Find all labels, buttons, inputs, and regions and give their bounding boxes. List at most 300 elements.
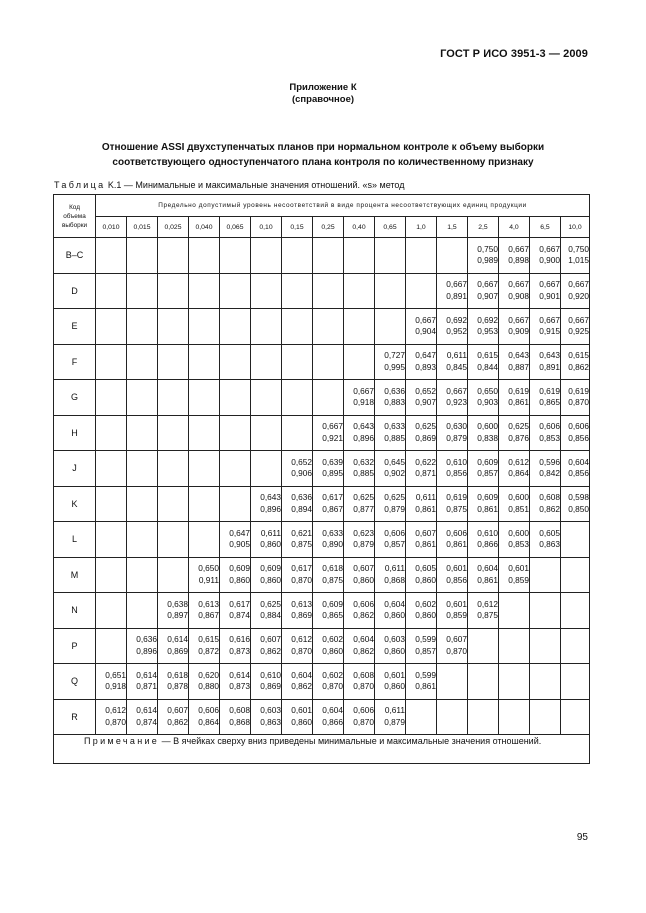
empty-cell	[282, 309, 313, 345]
empty-cell	[282, 344, 313, 380]
ratio-cell	[282, 699, 313, 735]
ratio-min: 0,618	[322, 563, 343, 574]
empty-cell	[561, 664, 590, 700]
empty-cell	[406, 238, 437, 274]
ratio-min: 0,601	[384, 669, 405, 680]
ratio-max: 0,876	[508, 432, 529, 443]
sample-size-code: D	[54, 273, 96, 309]
aql-level-header: 0,10	[251, 217, 282, 238]
empty-cell	[437, 664, 468, 700]
ratio-min: 0,600	[508, 527, 529, 538]
ratio-cell	[344, 664, 375, 700]
ratio-cell	[499, 557, 530, 593]
empty-cell	[96, 557, 127, 593]
aql-level-header: 0,25	[313, 217, 344, 238]
ratio-min: 0,600	[477, 421, 498, 432]
ratio-min: 0,607	[446, 634, 467, 645]
sample-size-code: H	[54, 415, 96, 451]
ratio-max: 0,870	[291, 645, 312, 656]
aql-level-header: 0,015	[127, 217, 158, 238]
ratio-max: 0,862	[260, 645, 281, 656]
ratio-cell	[437, 593, 468, 629]
ratio-cell	[561, 273, 590, 309]
ratio-min: 0,599	[415, 669, 436, 680]
ratio-cell	[530, 238, 561, 274]
ratio-min: 0,619	[539, 385, 560, 396]
ratio-cell	[313, 664, 344, 700]
ratio-cell	[406, 664, 437, 700]
ratio-max: 0,896	[353, 432, 374, 443]
empty-cell	[158, 344, 189, 380]
ratio-min: 0,614	[167, 634, 188, 645]
ratio-min: 0,607	[353, 563, 374, 574]
ratio-max: 0,860	[415, 610, 436, 621]
note-text: — В ячейках сверху вниз приведены минимальные и максимальные значения отношений.	[161, 736, 542, 746]
aql-level-header: 0,010	[96, 217, 127, 238]
ratio-min: 0,615	[198, 634, 219, 645]
ratio-cell	[406, 628, 437, 664]
ratio-max: 0,864	[198, 716, 219, 727]
ratio-cell	[406, 415, 437, 451]
ratio-cell	[189, 664, 220, 700]
ratio-max: 0,953	[477, 326, 498, 337]
ratio-min: 0,617	[291, 563, 312, 574]
ratio-min: 0,609	[229, 563, 250, 574]
ratio-cell	[282, 664, 313, 700]
ratio-min: 0,667	[415, 314, 436, 325]
ratio-min: 0,620	[198, 669, 219, 680]
ratio-min: 0,613	[291, 598, 312, 609]
ratio-max: 0,859	[446, 610, 467, 621]
ratio-cell	[96, 664, 127, 700]
ratio-cell	[437, 628, 468, 664]
ratio-cell	[313, 628, 344, 664]
ratio-cell	[530, 451, 561, 487]
ratio-min: 0,617	[229, 598, 250, 609]
ratio-min: 0,643	[260, 492, 281, 503]
empty-cell	[189, 309, 220, 345]
ratio-cell	[530, 380, 561, 416]
ratio-max: 0,862	[539, 503, 560, 514]
empty-cell	[313, 309, 344, 345]
ratio-min: 0,632	[353, 456, 374, 467]
ratio-min: 0,598	[568, 492, 590, 503]
ratio-max: 0,925	[568, 326, 590, 337]
ratio-cell	[499, 522, 530, 558]
ratio-max: 0,995	[384, 361, 405, 372]
ratio-min: 0,609	[477, 456, 498, 467]
ratio-max: 0,884	[260, 610, 281, 621]
ratio-max: 0,874	[229, 610, 250, 621]
ratio-cell	[468, 415, 499, 451]
ratio-max: 0,875	[477, 610, 498, 621]
ratio-cell	[530, 344, 561, 380]
empty-cell	[189, 415, 220, 451]
ratio-min: 0,667	[353, 385, 374, 396]
ratio-max: 0,870	[446, 645, 467, 656]
ratio-min: 0,609	[322, 598, 343, 609]
ratio-cell	[251, 522, 282, 558]
empty-cell	[375, 238, 406, 274]
ratio-min: 0,600	[508, 492, 529, 503]
ratio-max: 0,853	[508, 539, 529, 550]
ratio-cell	[530, 309, 561, 345]
ratio-min: 0,601	[291, 705, 312, 716]
ratio-max: 0,862	[353, 645, 374, 656]
ratio-max: 0,856	[446, 468, 467, 479]
ratio-min: 0,604	[477, 563, 498, 574]
aql-level-header: 1,5	[437, 217, 468, 238]
ratio-max: 0,894	[291, 503, 312, 514]
table-row	[54, 415, 590, 451]
empty-cell	[220, 344, 251, 380]
ratio-cell	[313, 522, 344, 558]
aql-level-header: 2,5	[468, 217, 499, 238]
empty-cell	[158, 380, 189, 416]
ratio-cell	[468, 522, 499, 558]
ratio-min: 0,606	[353, 598, 374, 609]
ratio-cell	[344, 628, 375, 664]
ratio-max: 0,851	[508, 503, 529, 514]
ratio-min: 0,603	[384, 634, 405, 645]
ratio-cell	[220, 699, 251, 735]
empty-cell	[220, 415, 251, 451]
ratio-cell	[282, 486, 313, 522]
empty-cell	[282, 238, 313, 274]
ratio-cell	[158, 664, 189, 700]
ratio-min: 0,606	[446, 527, 467, 538]
ratio-cell	[468, 344, 499, 380]
ratio-cell	[375, 344, 406, 380]
ratio-max: 0,865	[322, 610, 343, 621]
ratio-max: 0,880	[198, 681, 219, 692]
ratio-max: 1,015	[568, 255, 590, 266]
ratio-max: 0,869	[167, 645, 188, 656]
ratio-max: 0,856	[446, 574, 467, 585]
ratio-min: 0,604	[291, 669, 312, 680]
ratio-min: 0,614	[229, 669, 250, 680]
ratio-max: 0,870	[291, 574, 312, 585]
empty-cell	[530, 664, 561, 700]
empty-cell	[437, 238, 468, 274]
ratio-min: 0,604	[568, 456, 590, 467]
empty-cell	[158, 557, 189, 593]
ratio-cell	[468, 557, 499, 593]
empty-cell	[127, 557, 158, 593]
ratio-max: 0,861	[508, 397, 529, 408]
ratio-cell	[561, 309, 590, 345]
ratio-max: 0,902	[384, 468, 405, 479]
ratio-cell	[468, 309, 499, 345]
empty-cell	[158, 273, 189, 309]
ratio-max: 0,861	[415, 539, 436, 550]
ratio-cell	[437, 486, 468, 522]
ratio-max: 0,870	[353, 681, 374, 692]
ratio-cell	[406, 486, 437, 522]
ratio-min: 0,609	[477, 492, 498, 503]
empty-cell	[251, 451, 282, 487]
ratio-max: 0,850	[568, 503, 590, 514]
ratio-cell	[313, 557, 344, 593]
empty-cell	[127, 486, 158, 522]
ratio-cell	[561, 344, 590, 380]
aql-level-header: 10,0	[561, 217, 590, 238]
empty-cell	[282, 273, 313, 309]
ratio-max: 0,918	[105, 681, 126, 692]
ratio-max: 0,870	[322, 681, 343, 692]
empty-cell	[313, 273, 344, 309]
ratio-cell	[499, 380, 530, 416]
ratio-cell	[530, 415, 561, 451]
ratio-cell	[375, 699, 406, 735]
ratio-max: 0,872	[198, 645, 219, 656]
ratio-cell	[375, 557, 406, 593]
ratio-min: 0,639	[322, 456, 343, 467]
table-caption-text: K.1 — Минимальные и максимальные значения отношений. «s» метод	[107, 180, 405, 190]
aql-level-header: 6,5	[530, 217, 561, 238]
ratio-max: 0,871	[415, 468, 436, 479]
ratio-cell	[220, 628, 251, 664]
ratio-cell	[468, 486, 499, 522]
empty-cell	[158, 451, 189, 487]
ratio-max: 0,860	[260, 574, 281, 585]
ratio-min: 0,618	[167, 669, 188, 680]
ratio-max: 0,868	[229, 716, 250, 727]
ratio-cell	[127, 664, 158, 700]
ratio-cell	[127, 628, 158, 664]
ratio-cell	[375, 380, 406, 416]
ratio-min: 0,643	[539, 350, 560, 361]
empty-cell	[561, 593, 590, 629]
empty-cell	[96, 415, 127, 451]
empty-cell	[437, 699, 468, 735]
ratio-min: 0,614	[136, 705, 157, 716]
empty-cell	[530, 628, 561, 664]
ratio-min: 0,611	[384, 563, 405, 574]
ratio-cell	[561, 415, 590, 451]
empty-cell	[158, 238, 189, 274]
empty-cell	[127, 522, 158, 558]
empty-cell	[468, 699, 499, 735]
ratio-cell	[344, 522, 375, 558]
table-note	[54, 735, 590, 764]
ratio-max: 0,863	[260, 716, 281, 727]
ratio-min: 0,612	[508, 456, 529, 467]
empty-cell	[406, 699, 437, 735]
empty-cell	[561, 522, 590, 558]
empty-cell	[127, 415, 158, 451]
ratio-table	[53, 194, 590, 764]
ratio-max: 0,873	[229, 645, 250, 656]
ratio-cell	[313, 486, 344, 522]
ratio-cell	[282, 451, 313, 487]
empty-cell	[96, 238, 127, 274]
ratio-min: 0,609	[260, 563, 281, 574]
empty-cell	[251, 309, 282, 345]
ratio-min: 0,619	[508, 385, 529, 396]
aql-level-header: 0,065	[220, 217, 251, 238]
ratio-min: 0,625	[353, 492, 374, 503]
empty-cell	[158, 309, 189, 345]
ratio-min: 0,605	[415, 563, 436, 574]
ratio-max: 0,860	[322, 645, 343, 656]
empty-cell	[344, 238, 375, 274]
ratio-min: 0,623	[353, 527, 374, 538]
ratio-max: 0,879	[384, 503, 405, 514]
ratio-cell	[127, 699, 158, 735]
empty-cell	[251, 273, 282, 309]
empty-cell	[375, 309, 406, 345]
ratio-min: 0,647	[415, 350, 436, 361]
ratio-max: 0,857	[384, 539, 405, 550]
ratio-cell	[561, 486, 590, 522]
table-row	[54, 344, 590, 380]
ratio-cell	[561, 238, 590, 274]
empty-cell	[561, 699, 590, 735]
ratio-min: 0,606	[568, 421, 590, 432]
ratio-cell	[406, 451, 437, 487]
empty-cell	[344, 273, 375, 309]
ratio-max: 0,918	[353, 397, 374, 408]
ratio-min: 0,616	[229, 634, 250, 645]
ratio-min: 0,610	[446, 456, 467, 467]
ratio-min: 0,667	[508, 243, 529, 254]
sample-size-code: G	[54, 380, 96, 416]
ratio-min: 0,636	[384, 385, 405, 396]
ratio-max: 0,904	[415, 326, 436, 337]
empty-cell	[344, 309, 375, 345]
ratio-max: 0,875	[446, 503, 467, 514]
table-row	[54, 628, 590, 664]
ratio-cell	[406, 380, 437, 416]
ratio-min: 0,667	[508, 279, 529, 290]
ratio-max: 0,870	[105, 716, 126, 727]
ratio-min: 0,615	[568, 350, 590, 361]
ratio-cell	[251, 628, 282, 664]
empty-cell	[189, 522, 220, 558]
sample-size-code: F	[54, 344, 96, 380]
ratio-cell	[499, 486, 530, 522]
ratio-max: 0,900	[539, 255, 560, 266]
ratio-cell	[499, 415, 530, 451]
ratio-max: 0,879	[353, 539, 374, 550]
ratio-min: 0,633	[322, 527, 343, 538]
empty-cell	[282, 415, 313, 451]
ratio-max: 0,891	[539, 361, 560, 372]
ratio-cell	[499, 273, 530, 309]
ratio-min: 0,619	[568, 385, 590, 396]
ratio-max: 0,875	[291, 539, 312, 550]
ratio-max: 0,861	[477, 503, 498, 514]
ratio-min: 0,608	[353, 669, 374, 680]
ratio-cell	[561, 451, 590, 487]
ratio-cell	[406, 593, 437, 629]
ratio-cell	[251, 557, 282, 593]
title-line-2: соответствующего одноступенчатого плана контроля по количественному признаку	[112, 157, 534, 168]
standard-designation: ГОСТ Р ИСО 3951-3 — 2009	[440, 48, 588, 60]
ratio-min: 0,604	[322, 705, 343, 716]
ratio-max: 0,864	[508, 468, 529, 479]
ratio-min: 0,602	[415, 598, 436, 609]
table-row	[54, 380, 590, 416]
ratio-cell	[437, 273, 468, 309]
ratio-cell	[530, 273, 561, 309]
ratio-max: 0,887	[508, 361, 529, 372]
ratio-min: 0,614	[136, 669, 157, 680]
ratio-cell	[530, 486, 561, 522]
empty-cell	[158, 415, 189, 451]
ratio-cell	[344, 593, 375, 629]
ratio-cell	[530, 522, 561, 558]
aql-level-header: 0,15	[282, 217, 313, 238]
ratio-cell	[468, 273, 499, 309]
ratio-min: 0,727	[384, 350, 405, 361]
ratio-max: 0,885	[384, 432, 405, 443]
ratio-max: 0,895	[322, 468, 343, 479]
empty-cell	[313, 380, 344, 416]
ratio-min: 0,621	[291, 527, 312, 538]
ratio-max: 0,878	[167, 681, 188, 692]
ratio-cell	[313, 415, 344, 451]
ratio-cell	[282, 522, 313, 558]
ratio-min: 0,636	[291, 492, 312, 503]
ratio-min: 0,667	[539, 243, 560, 254]
ratio-min: 0,652	[291, 456, 312, 467]
empty-cell	[96, 486, 127, 522]
code-header-line: выборки	[61, 221, 88, 229]
ratio-cell	[468, 593, 499, 629]
empty-cell	[127, 273, 158, 309]
ratio-cell	[282, 628, 313, 664]
empty-cell	[189, 273, 220, 309]
empty-cell	[127, 309, 158, 345]
ratio-max: 0,862	[353, 610, 374, 621]
ratio-max: 0,853	[539, 432, 560, 443]
ratio-min: 0,611	[384, 705, 405, 716]
empty-cell	[96, 451, 127, 487]
ratio-max: 0,865	[539, 397, 560, 408]
ratio-max: 0,869	[291, 610, 312, 621]
ratio-cell	[375, 593, 406, 629]
ratio-cell	[158, 628, 189, 664]
empty-cell	[406, 273, 437, 309]
empty-cell	[220, 486, 251, 522]
ratio-min: 0,611	[446, 350, 467, 361]
ratio-min: 0,606	[384, 527, 405, 538]
ratio-cell	[437, 344, 468, 380]
ratio-min: 0,602	[322, 669, 343, 680]
table-caption	[54, 180, 405, 190]
ratio-min: 0,643	[353, 421, 374, 432]
ratio-max: 0,891	[446, 290, 467, 301]
ratio-min: 0,607	[167, 705, 188, 716]
ratio-cell	[282, 557, 313, 593]
ratio-max: 0,866	[322, 716, 343, 727]
appendix-heading	[0, 82, 646, 106]
empty-cell	[251, 238, 282, 274]
empty-cell	[468, 628, 499, 664]
ratio-max: 0,874	[136, 716, 157, 727]
note-label: Примечание	[84, 736, 160, 746]
ratio-cell	[499, 238, 530, 274]
empty-cell	[220, 238, 251, 274]
empty-cell	[499, 593, 530, 629]
ratio-max: 0,901	[539, 290, 560, 301]
ratio-max: 0,856	[568, 432, 590, 443]
ratio-cell	[220, 664, 251, 700]
page-number: 95	[576, 832, 588, 843]
ratio-max: 0,867	[198, 610, 219, 621]
